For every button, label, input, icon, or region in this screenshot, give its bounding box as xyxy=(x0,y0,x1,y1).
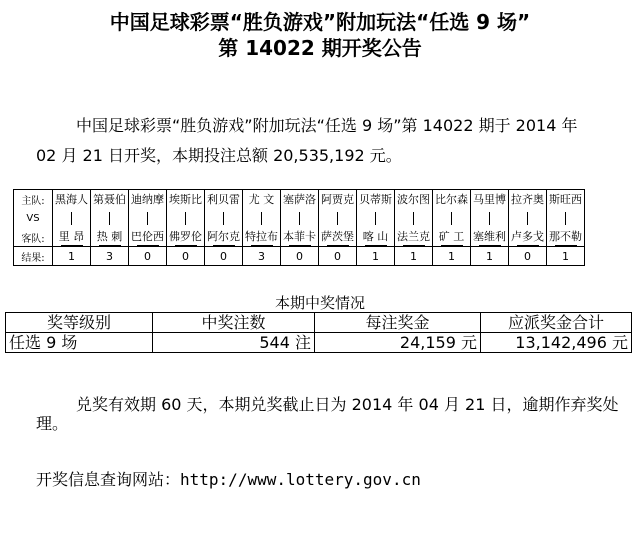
match-result: 0 xyxy=(509,247,547,266)
vs-divider xyxy=(433,208,471,228)
home-team: 贝蒂斯 xyxy=(357,190,395,209)
prize-count: 544 注 xyxy=(153,333,315,353)
home-team: 马里博 xyxy=(471,190,509,209)
away-team: 巴伦西 xyxy=(129,228,167,247)
match-result: 3 xyxy=(91,247,129,266)
home-label: 主队: xyxy=(14,190,53,209)
match-result: 0 xyxy=(319,247,357,266)
match-result: 0 xyxy=(167,247,205,266)
vs-divider xyxy=(205,208,243,228)
away-team: 卢多戈 xyxy=(509,228,547,247)
announcement-title-line1: 中国足球彩票“胜负游戏”附加玩法“任选 9 场” xyxy=(109,10,531,34)
vs-divider xyxy=(167,208,205,228)
away-label: 客队: xyxy=(14,228,53,247)
match-result: 3 xyxy=(243,247,281,266)
vs-divider xyxy=(91,208,129,228)
vs-divider xyxy=(243,208,281,228)
result-label: 结果: xyxy=(14,247,53,266)
vs-divider xyxy=(357,208,395,228)
vs-divider xyxy=(509,208,547,228)
notice-line1: 兑奖有效期 60 天，本期兑奖截止日为 2014 年 04 月 21 日，逾期作弃奖处 xyxy=(76,395,619,414)
match-result: 1 xyxy=(357,247,395,266)
away-team: 矿 工 xyxy=(433,228,471,247)
result-row xyxy=(14,247,585,266)
notice-line2: 理。 xyxy=(36,414,69,433)
intro-line2: 02 月 21 日开奖，本期投注总额 20,535,192 元。 xyxy=(36,146,402,165)
away-team: 本菲卡 xyxy=(281,228,319,247)
vs-divider xyxy=(129,208,167,228)
home-team: 阿贾克 xyxy=(319,190,357,209)
home-team: 拉齐奥 xyxy=(509,190,547,209)
home-team: 迪纳摩 xyxy=(129,190,167,209)
prize-table xyxy=(5,312,632,353)
away-team-row xyxy=(14,228,585,247)
away-team: 佛罗伦 xyxy=(167,228,205,247)
prize-header-total: 应派奖金合计 xyxy=(481,313,632,333)
home-team: 黑海人 xyxy=(53,190,91,209)
home-team: 比尔森 xyxy=(433,190,471,209)
prize-total: 13,142,496 元 xyxy=(481,333,632,353)
match-result: 0 xyxy=(205,247,243,266)
vs-label: VS xyxy=(14,208,53,228)
match-result: 1 xyxy=(395,247,433,266)
match-result: 1 xyxy=(471,247,509,266)
prize-section-title: 本期中奖情况 xyxy=(274,294,365,312)
prize-header-per-bet: 每注奖金 xyxy=(315,313,481,333)
home-team: 斯旺西 xyxy=(547,190,585,209)
prize-header-row xyxy=(6,313,632,333)
vs-divider xyxy=(547,208,585,228)
prize-header-level: 奖等级别 xyxy=(6,313,153,333)
away-team: 喀 山 xyxy=(357,228,395,247)
away-team: 塞维利 xyxy=(471,228,509,247)
match-table xyxy=(13,189,585,266)
vs-divider xyxy=(319,208,357,228)
home-team: 利贝雷 xyxy=(205,190,243,209)
home-team: 波尔图 xyxy=(395,190,433,209)
home-team: 第聂伯 xyxy=(91,190,129,209)
away-team: 萨茨堡 xyxy=(319,228,357,247)
match-result: 1 xyxy=(433,247,471,266)
home-team: 塞萨洛 xyxy=(281,190,319,209)
website-line xyxy=(36,470,421,490)
prize-level: 任选 9 场 xyxy=(6,333,153,353)
announcement-title-line2: 第 14022 期开奖公告 xyxy=(218,36,422,60)
match-result: 1 xyxy=(547,247,585,266)
vs-divider xyxy=(395,208,433,228)
match-result: 0 xyxy=(281,247,319,266)
away-team: 特拉布 xyxy=(243,228,281,247)
match-result: 0 xyxy=(129,247,167,266)
match-result: 1 xyxy=(53,247,91,266)
prize-header-count: 中奖注数 xyxy=(153,313,315,333)
vs-divider xyxy=(281,208,319,228)
home-team: 尤 文 xyxy=(243,190,281,209)
away-team: 里 昂 xyxy=(53,228,91,247)
home-team-row xyxy=(14,190,585,209)
prize-per-bet: 24,159 元 xyxy=(315,333,481,353)
intro-line1: 中国足球彩票“胜负游戏”附加玩法“任选 9 场”第 14022 期于 2014 年 xyxy=(76,116,578,135)
vs-divider xyxy=(471,208,509,228)
away-team: 那不勒 xyxy=(547,228,585,247)
away-team: 法兰克 xyxy=(395,228,433,247)
away-team: 阿尔克 xyxy=(205,228,243,247)
website-link[interactable]: http://www.lottery.gov.cn xyxy=(180,470,421,489)
vs-row xyxy=(14,208,585,228)
website-label: 开奖信息查询网站： xyxy=(36,470,181,489)
home-team: 埃斯比 xyxy=(167,190,205,209)
away-team: 热 刺 xyxy=(91,228,129,247)
vs-divider xyxy=(53,208,91,228)
prize-row xyxy=(6,333,632,353)
